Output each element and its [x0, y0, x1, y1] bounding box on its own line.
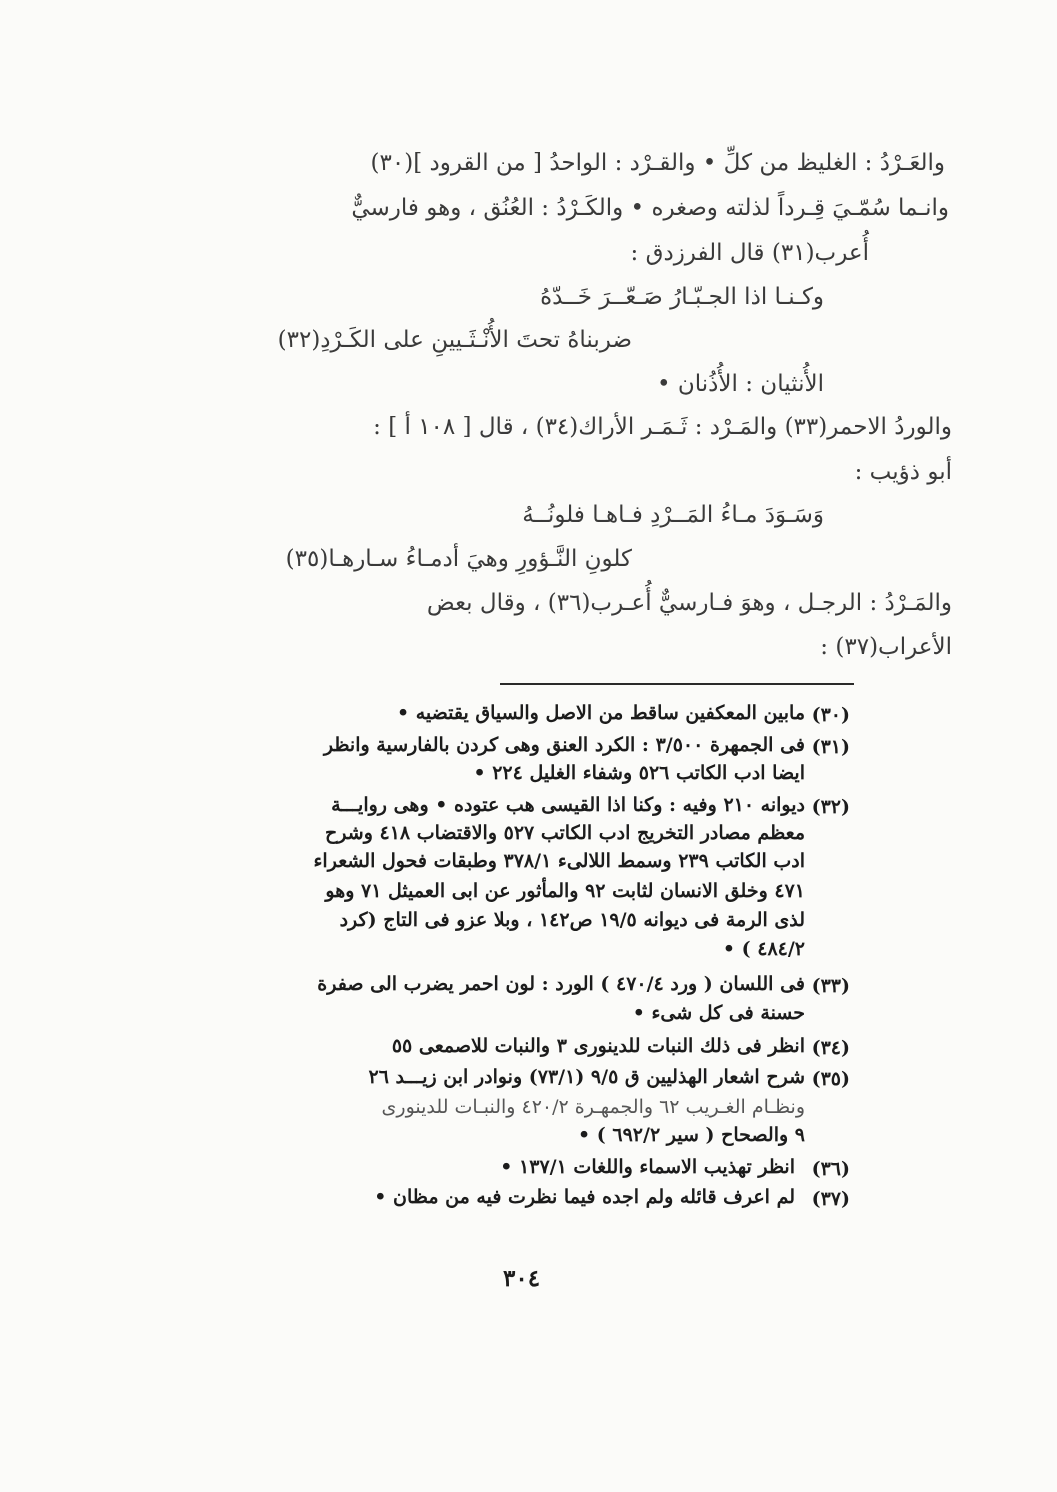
footnote-line: لذى الرمة فى ديوانه ١٩/٥ ص١٤٢ ، وبلا عزو فى التاج (كرد [339, 909, 805, 931]
page-number: ٣٠٤ [503, 1265, 541, 1292]
main-line-3: أُعرب(٣١) قال الفرزدق : [630, 240, 869, 266]
footnote-line: ونظـام الغـريب ٦٢ والجمهـرة ٤٢٠/٢ والنبـات للدينورى [381, 1096, 805, 1118]
footnote-line: فى اللسان ( ورد ٤٧٠/٤ ) الورد : لون احمر يضرب الى صفرة [317, 973, 805, 995]
footnote-line: ادب الكاتب ٢٣٩ وسمط اللالىء ٣٧٨/١ وطبقات فحول الشعراء [313, 850, 805, 872]
footnote-number: (٣٧) [811, 1188, 850, 1210]
footnote-number: (٣٥) [811, 1068, 850, 1090]
footnote-line: ديوانه ٢١٠ وفيه : وكنا اذا القيسى هب عتوده • وهى روايـــة [331, 794, 805, 816]
main-line-2: وانـما سُمّـيَ قِـرداً لذلته وصغره • والكَـرْدُ : العُنُق ، وهو فارسيٌّ [351, 195, 949, 221]
main-line-6: أبو ذؤيب : [854, 459, 952, 485]
footnote-line: فى الجمهرة ٣/٥٠٠ : الكرد العنق وهى كردن بالفارسية وانظر [323, 734, 805, 756]
footnote-separator [500, 683, 854, 685]
footnote-line: ٤٧١ وخلق الانسان لثابت ٩٢ والمأثور عن ابى العميثل ٧١ وهو [325, 880, 805, 902]
main-line-7: والمَـرْدُ : الرجـل ، وهوَ فـارسيٌّ أُعـرب(٣٦) ، وقال بعض [426, 590, 952, 616]
footnote-number: (٣٠) [811, 704, 850, 726]
footnote-number: (٣٦) [811, 1158, 850, 1180]
footnote-line: ايضا ادب الكاتب ٥٢٦ وشفاء الغليل ٢٢٤ • [473, 762, 805, 784]
footnote-number: (٣٣) [811, 975, 850, 997]
footnote-number: (٣١) [811, 736, 850, 758]
footnote-line: ٩ والصحاح ( سير ٦٩٢/٢ ) • [578, 1124, 805, 1146]
footnote-line: انظر فى ذلك النبات للدينورى ٣ والنبات للاصمعى ٥٥ [391, 1035, 805, 1057]
footnote-line: انظر تهذيب الاسماء واللغات ١٣٧/١ • [500, 1156, 795, 1178]
main-line-8: الأعراب(٣٧) : [820, 634, 952, 660]
verse-line-2: ضربناهُ تحتَ الأُنْـثَـيينِ على الكَـرْدِ(٣٢) [277, 327, 632, 353]
main-line-1: والعَـرْدُ : الغليظ من كلِّ • والقـرْد : الواحدُ [ من القرود ](٣٠) [370, 150, 945, 176]
footnote-line: حسنة فى كل شىء • [632, 1002, 805, 1024]
main-line-4: الأُنثيان : الأُذُنان • [657, 371, 824, 397]
verse-line-1: وكـنـا اذا الجـبّـارُ صَـعّــرَ خَــدّهُ [540, 284, 824, 310]
footnote-number: (٣٤) [811, 1037, 850, 1059]
footnote-line: ٤٨٤/٢ ) • [722, 938, 805, 960]
footnote-line: لم اعرف قائله ولم اجده فيما نظرت فيه من مظان • [374, 1186, 795, 1208]
footnote-line: شرح اشعار الهذليين ق ٩/٥ (٧٣/١) ونوادر ابن زيـــد ٢٦ [368, 1066, 805, 1088]
footnote-line: معظم مصادر التخريج ادب الكاتب ٥٢٧ والاقتضاب ٤١٨ وشرح [325, 822, 805, 844]
footnote-line: مابين المعكفين ساقط من الاصل والسياق يقتضيه • [396, 702, 805, 724]
main-line-5: والوردُ الاحمر(٣٣) والمَـرْد : ثَـمَـر الأراك(٣٤) ، قال [ ١٠٨ أ ] : [373, 414, 952, 440]
verse-line-4: كلونِ النَّـؤورِ وهيَ أدمـاءُ سـارهـا(٣٥) [285, 546, 632, 572]
footnote-number: (٣٢) [811, 796, 850, 818]
verse-line-3: وَسَـوَدَ مـاءُ المَــرْدِ فـاهـا فلونُــهُ [522, 502, 824, 528]
